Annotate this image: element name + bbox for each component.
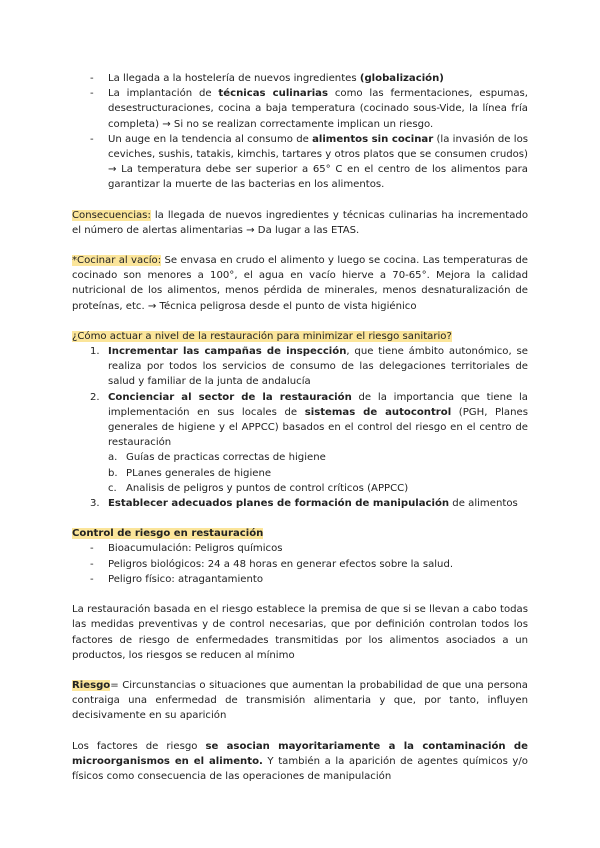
cocinar-vacio-label: *Cocinar al vacío: (72, 255, 162, 267)
sub-list (108, 450, 528, 496)
list-item: - Un auge en la tendencia al consumo de alimentos sin cocinar (la invasión de los ceviches, sushis, tatakis, kimchis, tartares y otros platos que se consumen crudos) → La temperatura debe ser superior a 65° C en el centro de los alimentos para garantizar la muerte de las bacterias en los alimentos. (72, 132, 528, 193)
riesgo-label: Riesgo (72, 679, 111, 691)
list-item: - Peligros biológicos: 24 a 48 horas en generar efectos sobre la salud. (72, 557, 528, 572)
list-item: a. Guías de practicas correctas de higiene (108, 452, 326, 464)
consecuencias-label: Consecuencias: (72, 209, 151, 221)
document-content (72, 71, 528, 784)
list-item: - La llegada a la hostelería de nuevos ingredientes (globalización) (72, 71, 528, 86)
control-list (72, 541, 528, 587)
list-item: 2. Concienciar al sector de la restauración de la importancia que tiene la implementación en sus locales de sistemas de autocontrol (PGH, Planes generales de higiene y el APPCC) basados en el control del riesgo en el centro de restauración a. Guías de practicas correctas de higiene b. PLanes generales de higiene c. Analisis de peligros y puntos de control críticos (APPCC) (72, 390, 528, 496)
riesgo-paragraph: Riesgo= Circunstancias o situaciones que aumentan la probabilidad de que una persona contraiga una enfermedad de transmisión alimentaria y que, por tanto, influyen decisivamente en su aparición (72, 679, 528, 722)
list-item: - Peligro físico: atragantamiento (72, 572, 528, 587)
cocinar-vacio-paragraph: *Cocinar al vacío: Se envasa en crudo el alimento y luego se cocina. Las temperaturas de cocinado son menores a 100°, el agua en vacío hierve a 70-65°. Mejora la calidad nutricional de los alimentos, menos pérdida de minerales, menos desnaturalización de proteínas, etc. → Técnica peligrosa desde el punto de vista higiénico (72, 255, 528, 312)
list-item: c. Analisis de peligros y puntos de control críticos (APPCC) (108, 482, 409, 494)
list-item: b. PLanes generales de higiene (108, 467, 272, 479)
factores-paragraph: Los factores de riesgo se asocian mayoritariamente a la contaminación de microorganismos en el alimento. Y también a la aparición de agentes químicos y/o físicos como consecuencia de las operaciones de manipulación (72, 740, 528, 782)
list-item: 1. Incrementar las campañas de inspección, que tiene ámbito autonómico, se realiza por todos los servicios de consumo de las delegaciones territoriales de salud y familiar de la junta de andalucía (90, 346, 528, 388)
intro-list (72, 71, 528, 193)
consecuencias-paragraph: Consecuencias: la llegada de nuevos ingredientes y técnicas culinarias ha incrementado el número de alertas alimentarias → Da lugar a las ETAS. (72, 209, 528, 236)
question-heading: ¿Cómo actuar a nivel de la restauración para minimizar el riesgo sanitario? (72, 330, 452, 342)
list-item: 3. Establecer adecuados planes de formación de manipulación de alimentos (90, 498, 518, 510)
restauracion-paragraph: La restauración basada en el riesgo establece la premisa de que si se llevan a cabo todas las medidas preventivas y de control necesarias, que por definición controlan todos los factores de riesgo de enfermedades transmitidas por los alimentos asociados a un productos, los riesgos se reducen al mínimo (72, 604, 528, 661)
control-heading: Control de riesgo en restauración (72, 528, 264, 540)
list-item: - Bioacumulación: Peligros químicos (72, 541, 528, 556)
actions-list (72, 344, 528, 511)
list-item: - La implantación de técnicas culinarias como las fermentaciones, espumas, desestructuraciones, cocina a baja temperatura (cocinado sous-Vide, la línea fría completa) → Si no se realizan correctamente implican un riesgo. (72, 86, 528, 132)
